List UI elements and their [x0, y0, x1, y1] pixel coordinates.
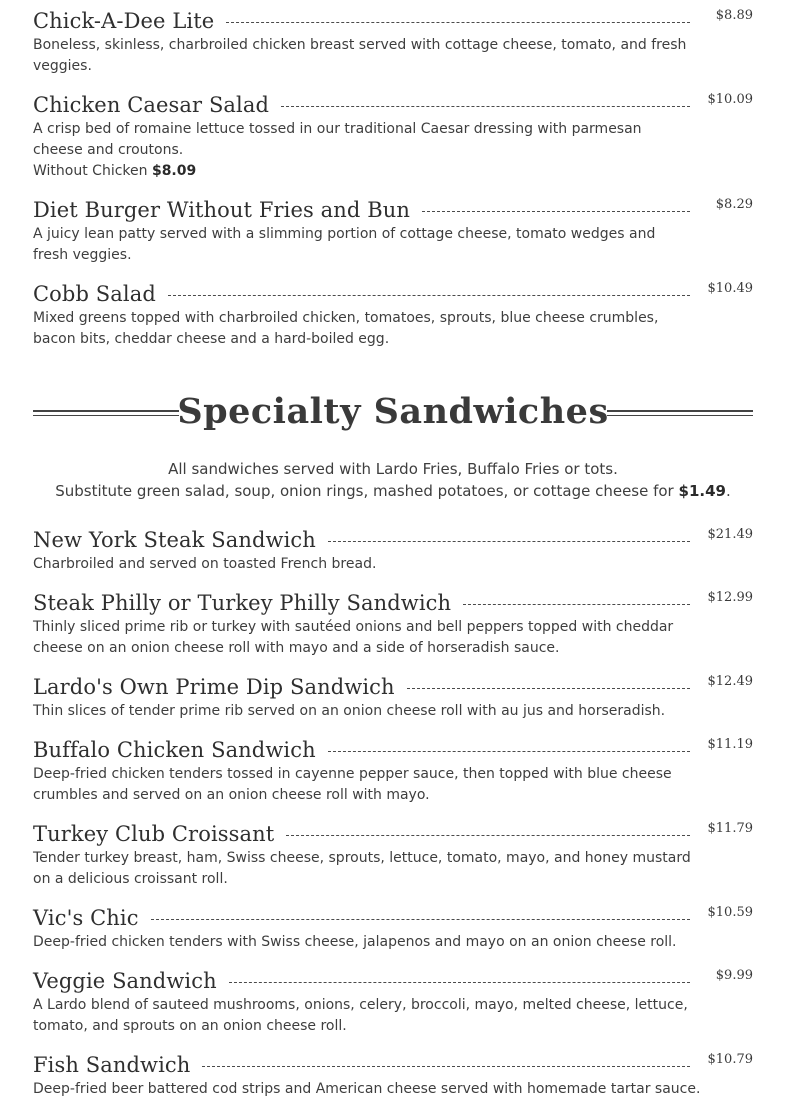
menu-item-name: Steak Philly or Turkey Philly Sandwich	[33, 590, 463, 616]
dot-leader	[328, 751, 690, 752]
menu-item-price: $11.19	[707, 737, 753, 752]
menu-item	[33, 277, 753, 350]
menu-item-description: A crisp bed of romaine lettuce tossed in our traditional Caesar dressing with parmesan cheese and croutons.	[33, 121, 642, 158]
menu-item-description: Tender turkey breast, ham, Swiss cheese, sprouts, lettuce, tomato, mayo, and honey mustard on a delicious croissant roll.	[33, 850, 691, 887]
section-note	[33, 458, 753, 502]
menu-item-name: Chicken Caesar Salad	[33, 92, 281, 118]
menu-item-description: Thin slices of tender prime rib served on an onion cheese roll with au jus and horseradish.	[33, 703, 666, 719]
menu-item-name: Vic's Chic	[33, 905, 151, 931]
dot-leader	[226, 22, 690, 23]
menu-item-name: Cobb Salad	[33, 281, 168, 307]
dot-leader	[151, 919, 690, 920]
menu-item-name: Buffalo Chicken Sandwich	[33, 737, 328, 763]
variant-label: Without Chicken	[33, 163, 148, 179]
menu-item	[33, 817, 753, 890]
menu-item-name: Chick-A-Dee Lite	[33, 8, 226, 34]
menu-item-price: $21.49	[707, 527, 753, 542]
menu-item-description: Thinly sliced prime rib or turkey with sautéed onions and bell peppers topped with cheddar cheese on an onion cheese roll with mayo and a side of horseradish sauce.	[33, 619, 674, 656]
section-note-line2-text: Substitute green salad, soup, onion rings, mashed potatoes, or cottage cheese for	[55, 482, 674, 500]
dot-leader	[328, 541, 690, 542]
menu-item-description: A juicy lean patty served with a slimming portion of cottage cheese, tomato wedges and fresh veggies.	[33, 226, 656, 263]
menu-item-header	[33, 733, 753, 763]
menu-item-name: Fish Sandwich	[33, 1052, 202, 1078]
menu-item-description: Deep-fried chicken tenders tossed in cayenne pepper sauce, then topped with blue cheese crumbles and served on an onion cheese roll with mayo.	[33, 766, 672, 803]
section-note-line1: All sandwiches served with Lardo Fries, Buffalo Fries or tots.	[168, 460, 618, 478]
dot-leader	[407, 688, 690, 689]
menu-item	[33, 88, 753, 182]
variant-price: $8.09	[151, 163, 197, 179]
dot-leader	[463, 604, 690, 605]
menu-item	[33, 964, 753, 1037]
menu-item	[33, 1048, 753, 1100]
menu-item-price: $10.79	[707, 1052, 753, 1067]
menu-item-header	[33, 193, 753, 223]
menu-item-name: Veggie Sandwich	[33, 968, 229, 994]
menu-item-price: $10.49	[707, 281, 753, 296]
dot-leader	[422, 211, 690, 212]
menu-item-price: $8.29	[715, 197, 753, 212]
menu-item-header	[33, 4, 753, 34]
menu-item-header	[33, 964, 753, 994]
dot-leader	[168, 295, 690, 296]
menu-item-price: $12.49	[707, 674, 753, 689]
dot-leader	[286, 835, 690, 836]
menu-item-header	[33, 277, 753, 307]
menu-item-name: Diet Burger Without Fries and Bun	[33, 197, 422, 223]
menu-item-header	[33, 88, 753, 118]
menu-item-description: A Lardo blend of sauteed mushrooms, onions, celery, broccoli, mayo, melted cheese, lettuce, tomato, and sprouts on an onion cheese roll.	[33, 997, 688, 1034]
menu-item	[33, 193, 753, 266]
menu-item-header	[33, 586, 753, 616]
menu-item-description: Charbroiled and served on toasted French bread.	[33, 556, 377, 572]
menu-item	[33, 4, 753, 77]
menu-item	[33, 523, 753, 575]
menu-item-description: Boneless, skinless, charbroiled chicken breast served with cottage cheese, tomato, and fresh veggies.	[33, 37, 687, 74]
menu-item-price: $9.99	[715, 968, 753, 983]
dot-leader	[281, 106, 690, 107]
menu-item-price: $11.79	[707, 821, 753, 836]
menu-item-price: $12.99	[707, 590, 753, 605]
menu-item-header	[33, 1048, 753, 1078]
dot-leader	[202, 1066, 690, 1067]
menu-item	[33, 901, 753, 953]
section-title: Specialty Sandwiches	[177, 391, 609, 432]
menu-item-price: $10.59	[707, 905, 753, 920]
menu-item-name: New York Steak Sandwich	[33, 527, 328, 553]
section-note-line2	[33, 480, 753, 502]
menu-item-description: Mixed greens topped with charbroiled chicken, tomatoes, sprouts, blue cheese crumbles, bacon bits, cheddar cheese and a hard-boiled egg.	[33, 310, 659, 347]
section-note-price: $1.49	[678, 482, 726, 500]
section-heading	[33, 388, 753, 438]
dot-leader	[229, 982, 690, 983]
menu-item-name: Turkey Club Croissant	[33, 821, 286, 847]
section-note-line2-end: .	[725, 482, 731, 500]
menu-item-description: Deep-fried beer battered cod strips and American cheese served with homemade tartar sauce.	[33, 1081, 701, 1097]
menu-item-variant	[33, 161, 753, 182]
menu-item-name: Lardo's Own Prime Dip Sandwich	[33, 674, 407, 700]
menu-item	[33, 670, 753, 722]
menu-item-price: $10.09	[707, 92, 753, 107]
menu-item-price: $8.89	[715, 8, 753, 23]
menu-item-description: Deep-fried chicken tenders with Swiss cheese, jalapenos and mayo on an onion cheese roll.	[33, 934, 677, 950]
menu-item-header	[33, 817, 753, 847]
menu-item-header	[33, 523, 753, 553]
menu-item-header	[33, 670, 753, 700]
menu-item-header	[33, 901, 753, 931]
menu-item	[33, 733, 753, 806]
menu-item	[33, 586, 753, 659]
